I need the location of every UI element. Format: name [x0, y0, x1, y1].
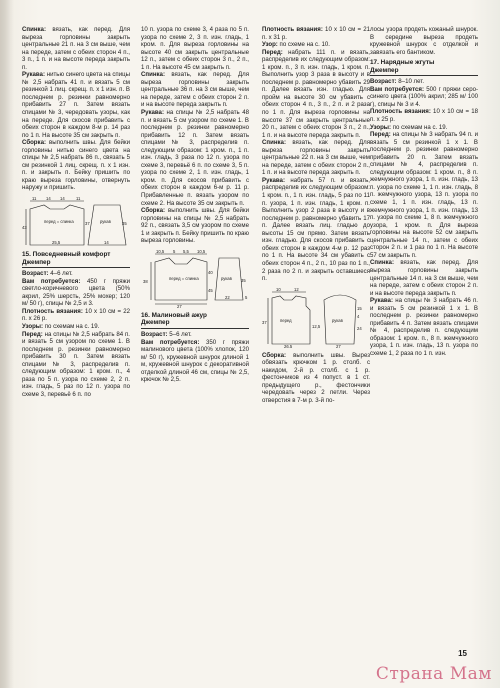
- paragraph: [141, 339, 249, 384]
- text: по схеме на с. 10.: [277, 41, 330, 49]
- label-back: Спинка:: [141, 71, 165, 79]
- dim-label: 10,5: [156, 248, 165, 254]
- diagram-svg: [141, 248, 249, 308]
- dim-label: 14: [60, 196, 65, 202]
- dim-label: 5,5: [183, 248, 189, 254]
- text: набрать 111 п. и вязать, распределив их следующим образом: 1 кром. п., 3 п. изн. гладь, 1 кром. п. Выполнить узор 3 раза в высоту и в последнем р. равномерно убавить 29 п. Далее вязать изн. гладью. Для пройм на высоте 30 см убавить с обеих сторон 4 п., 3 п., 2 п. и 2 раза по 1 п. Для выреза горловины на высоте 37 см закрыть центральные 20 п., затем с обеих сторон 3 п., 2 п., 1 п. и на высоте переда закрыть п.: [262, 48, 370, 139]
- body-label: перед = спинка: [44, 219, 74, 225]
- section-heading: 15. Повседневный комфорт: [22, 251, 111, 259]
- text: 500 г пряжи серо-синего цвета (100% акрил; 285 м/ 100 г), спицы № 3 и 4.: [370, 85, 479, 108]
- body-outline: [30, 205, 84, 245]
- section-subheading: Джемпер: [22, 258, 51, 266]
- section-title-16: [141, 312, 249, 329]
- text: 450 г пряжи светло-коричневого цвета (50% акрил, 25% шерсть, 25% мохер; 120 м/ 50 г), спицы № 2,5 и 3.: [22, 277, 130, 308]
- label-back: Спинка:: [370, 259, 394, 267]
- text: на спицы № 3 набрать 46 п. и вязать 5 см резинкой 1 х 1. В последнем р. резинки равномерно прибавить 4 п. Затем вязать спицами № 4, распределив п. следующим образом: 1 кром. п., 8 п. жемчужного узора, 1 п. изн. гладь, 13 п. узора по схеме 1, 2 раза по 1 п. изн.: [370, 297, 478, 357]
- label-sleeves: Рукава:: [370, 297, 393, 305]
- dim-label: 35: [122, 221, 127, 227]
- paragraph: [22, 278, 130, 308]
- section-subheading: Джемпер: [141, 319, 170, 327]
- label-age: Возраст:: [22, 270, 49, 278]
- text: вязать, как перед. Для выреза горловины закрыть центральные 36 п. на 3 см выше, чем на переде, затем с обеих сторон 2 п. и на высоте переда закрыть п.: [141, 71, 249, 109]
- paragraph: [22, 139, 130, 192]
- paragraph: [262, 49, 370, 140]
- text: 10 х 10 см = 21 п. х 31 р.: [262, 26, 370, 41]
- body-label: перед: [280, 317, 292, 323]
- page-number: 15: [458, 649, 467, 658]
- dim-label: 10: [276, 286, 281, 292]
- label-density: Плотность вязания:: [262, 26, 323, 33]
- label-sleeves: Рукава:: [141, 109, 164, 117]
- label-patterns: Узоры:: [22, 322, 44, 330]
- dim-label: 4: [357, 313, 360, 319]
- dim-label: 37: [85, 221, 90, 227]
- paragraph: [262, 139, 370, 177]
- text: 10 п. узора по схеме 3, 4 раза по 5 п. узора по схеме 2, 3 п. изн. гладь, 1 кром. п. Для выреза горловины на высоте 40 см закрыть центральные 12 п., затем с обеих сторон 3 п., 2 п., 1 п. На высоте 45 см закрыть п.: [141, 26, 249, 71]
- sleeve-label: рукав: [332, 317, 343, 323]
- label-density: Плотность вязания:: [22, 307, 83, 315]
- dim-label: 25,5: [52, 240, 61, 246]
- paragraph: [370, 26, 478, 56]
- label-patterns: Узоры:: [370, 123, 392, 131]
- dim-label: 35: [241, 277, 246, 283]
- paragraph: [370, 124, 478, 132]
- label-sleeves: Рукава:: [22, 71, 45, 79]
- text: по схемам на с. 19.: [43, 322, 100, 330]
- sleeve-outline: [88, 205, 126, 245]
- label-back: Спинка:: [22, 26, 46, 33]
- paragraph: [370, 78, 478, 86]
- dim-label: 12: [294, 286, 299, 292]
- text: выполнить швы. Для бейки горловины на спицы № 2,5 набрать 92 п., связать 3,5 см узором по схеме 1 и закрыть п. Бейку пришить по краю выреза горловины.: [141, 207, 249, 245]
- dim-label: 11: [76, 196, 81, 202]
- site-watermark: Страна Мам: [375, 664, 492, 684]
- text: вязать, как перед. Для выреза горловины закрыть центральные 14 п. на 3 см выше, чем на переде, затем с обеих сторон 2 п. и на высоте переда закрыть п.: [370, 259, 478, 297]
- paragraph: [141, 26, 249, 71]
- paragraph: [370, 86, 478, 109]
- text: 8–10 лет.: [396, 78, 425, 86]
- section-subheading: Джемпер: [370, 66, 399, 74]
- label-assembly: Сборка:: [262, 351, 286, 359]
- section-heading: 16. Малиновый ажур: [141, 311, 207, 319]
- label-assembly: Сборка:: [141, 207, 165, 215]
- paragraph: [262, 177, 370, 283]
- paragraph: [370, 131, 478, 259]
- text: на спицы № 2,5 набрать 48 п. и вязать 5 см узором по схеме 1. В последнем р. резинки равномерно прибавить 12 п. Затем вязать спицами № 3, распределив п. следующим образом: 1 кром. п., 1 п. изн. гладь, 3 раза по 12 п. узора по схеме 3, перевьё 6 п. по схеме 3, 5 п. узора по схеме 2, 1 п. изн. гладь, 1 кром. п. Для скосов прибавить с обеих сторон в каждом 6-м р. 11 р. Прибавленные п. вязать узором по схеме 2. На высоте 35 см закрыть п.: [141, 109, 249, 207]
- label-age: Возраст:: [141, 330, 168, 338]
- label-front: Перед:: [22, 330, 43, 338]
- column-4: [370, 26, 478, 358]
- paragraph: [262, 26, 370, 41]
- text: 5–6 лет.: [167, 330, 192, 338]
- dim-label: 5: [245, 294, 248, 300]
- dim-label: 15: [357, 305, 362, 311]
- paragraph: [22, 270, 130, 278]
- dim-label: 14: [46, 196, 51, 202]
- text: 4–6 лет.: [48, 270, 73, 278]
- label-materials: Вам потребуется:: [370, 85, 424, 93]
- dim-label: 11: [32, 196, 37, 202]
- diagram-svg: [22, 195, 130, 247]
- sleeve-label: рукав: [221, 275, 232, 281]
- label-density: Плотность вязания:: [370, 108, 431, 116]
- section-title-17: [370, 59, 478, 76]
- dim-label: 26,5: [284, 343, 293, 348]
- section-heading: 17. Нарядные жгуты: [370, 59, 435, 67]
- dim-label: 43: [22, 225, 27, 231]
- dim-label: 22: [225, 294, 230, 300]
- text: на спицы № 2,5 набрать 84 п. и вязать 5 см узором по схеме 1. В последнем р. резинки равномерно прибавить 30 п. Затем вязать спицами № 3, распределив п. следующим образом: 1 кром. п., 4 раза по 5 п. узора по схеме 2, 2 п. изн. гладь, 5 раз по 12 п. узора по схеме 3, перевьё 6 п. по: [22, 330, 130, 398]
- text: лосы узора продеть кожаный шнурок. В середине выреза продеть кружевной шнурок с отделкой и завязать его бантиком.: [370, 26, 478, 56]
- paragraph: [141, 71, 249, 109]
- label-patterns: Узор:: [262, 41, 278, 49]
- text: по схемам на с. 19.: [391, 123, 448, 131]
- text: выполнить швы. Вырез обвязать крючком 1 р. столб. с накидом, 2-й р. столб. с 1 р. фестончиков из 4 попуст. в 1 ст. предыдущего р., фестончики чередовать через 2 петли. Через отверстия в 7-м р. 3-й по-: [262, 351, 370, 404]
- label-assembly: Сборка:: [22, 139, 46, 147]
- dim-label: 24: [357, 325, 362, 331]
- sleeve-label: рукав: [100, 219, 111, 225]
- dim-label: 5: [173, 248, 176, 254]
- paragraph: [141, 207, 249, 245]
- body-label: перед = спинка: [169, 275, 199, 281]
- column-2: [141, 26, 249, 384]
- dim-label: 27: [336, 343, 341, 348]
- dim-label: 10,5: [197, 248, 206, 254]
- dim-label: 12,5: [312, 323, 321, 329]
- paragraph: [370, 108, 478, 123]
- pattern-diagram-16: [262, 286, 370, 348]
- dim-label: 38: [143, 278, 148, 284]
- paragraph: [262, 41, 370, 49]
- text: набрать 57 п. и вязать, распределив их следующим образом: 1 кром. п., 1 п. изн. гладь, 5 раз по 11 п. узора, 1 п. изн. гладь, 1 кром. п. Выполнить узор 2 раза в высоту и в последнем р. равномерно убавить 17 п. Далее вязать лиц. гладью до высоты 15 см прямо. Затем вязать изн. гладью. Для скосов прибавить с обеих сторон в каждом 4-м р. 12 раз по 1 п. На высоте 34 см убавить с обеих сторон 4 п., 2 п., 10 раз по 1 п., 2 раза по 2 п. и закрыть оставшиеся п.: [262, 176, 370, 283]
- paragraph: [22, 323, 130, 331]
- pattern-diagram-14: [22, 195, 130, 247]
- label-materials: Вам потребуется:: [141, 338, 200, 346]
- dim-label: 14: [104, 240, 109, 246]
- dim-label: 40: [208, 269, 213, 275]
- dim-label: 45: [208, 287, 213, 293]
- column-1: [22, 26, 130, 398]
- label-age: Возраст:: [370, 78, 397, 86]
- label-sleeves: Рукава:: [262, 176, 285, 184]
- text: на спицы № 3 набрать 94 п. и вязать 5 см резинкой 1 х 1. В последнем р. резинки равномерно прибавить 20 п. Затем вязать спицами № 4, распределив п. следующим образом: 1 кром. п., 8 п. жемчужного узора, 1 п. изн. гладь, 13 п. узора по схеме 1, 1 п. изн. гладь, 8 п. жемчужного узора, 13 п. узора по схеме 1, 1 п. изн. гладь, 13 п. жемчужного узора, 1 п. изн. гладь, 13 п. узора по схеме 1, 8 п. жемчужного узора, 1 кром. п. Для выреза горловины на высоте 52 см закрыть центральные 14 п., затем с обеих сторон 2 п. и 1 раз по 1 п. На высоте 57 см закрыть п.: [370, 131, 478, 259]
- dim-label: 27: [177, 303, 182, 308]
- text: нитью синего цвета на спицы № 2,5 набрать 41 п. и вязать 5 см резинкой 1 лиц. скрещ. п. х 1 изн. п. В последнем р. резинки равномерно прибавить 27 п. Затем вязать спицами № 3, чередовать узоры, как на переде. Для скосов прибавить с обеих сторон в каждом 8-м р. 14 раз по 1 п. На высоте 35 см закрыть п.: [22, 71, 130, 139]
- diagram-svg: [262, 286, 370, 348]
- label-front: Перед:: [262, 48, 283, 56]
- text: 10 х 10 см = 18 п. х 25 р.: [370, 108, 478, 124]
- section-title-15: [22, 251, 130, 268]
- paragraph: [22, 331, 130, 399]
- label-materials: Вам потребуется:: [22, 277, 81, 285]
- paragraph: [141, 109, 249, 207]
- text: выполнить швы. Для бейки горловины нитью синего цвета на спицы № 2,5 набрать 86 п., связать 5 см резинкой 1 лиц. скрещ. п. х 1 изн. п. и закрыть п. Бейку пришить по краю выреза горловины, отвернуть наружу и пришить.: [22, 139, 130, 192]
- label-front: Перед:: [370, 131, 391, 139]
- paragraph: [22, 308, 130, 323]
- column-3: [262, 26, 370, 404]
- page-fold-shadow: [0, 0, 14, 688]
- text: вязать, как перед. Для выреза горловины закрыть центральные 22 п. на 3 см выше, чем на переде, затем с обеих сторон 2 п., 1 п. и на высоте переда закрыть п.: [262, 139, 370, 177]
- paragraph: [370, 297, 478, 357]
- pattern-diagram-15: [141, 248, 249, 308]
- text: 10 х 10 см = 22 п. х 26 р.: [22, 307, 130, 323]
- paragraph: [262, 352, 370, 405]
- label-back: Спинка:: [262, 139, 286, 147]
- paragraph: [141, 331, 249, 339]
- text: вязать, как перед. Для выреза горловины закрыть центральные 21 п. на 3 см выше, чем на переде, затем с обеих сторон 4 п., 3 п., 1 п. и на высоте переда закрыть п.: [22, 26, 130, 71]
- dim-label: 37: [262, 319, 267, 325]
- paragraph: [370, 259, 478, 297]
- text: 350 г пряжи малинового цвета (100% хлопок, 120 м/ 50 г), кружевной шнурок длиной 1 м, кружевной шнурок с декоративной отделкой длиной 46 см, спицы № 2,5, крючок № 2,5.: [141, 338, 249, 384]
- paragraph: [22, 26, 130, 71]
- paragraph: [22, 71, 130, 139]
